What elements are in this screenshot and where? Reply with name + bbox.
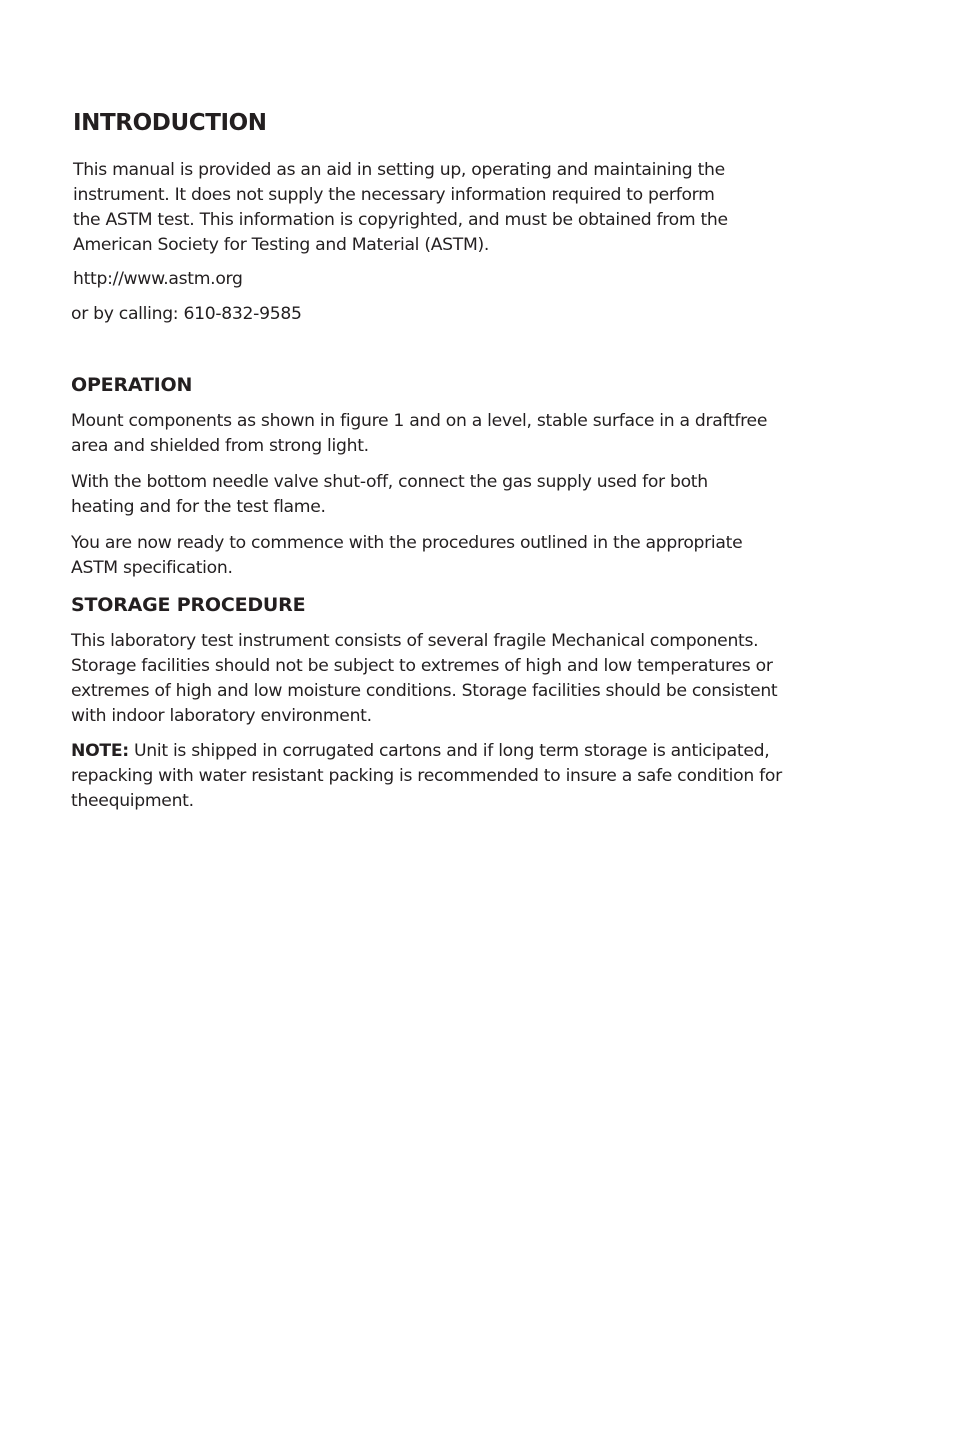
storage-note: [71, 739, 782, 814]
astm-url: http://www.astm.org: [73, 269, 243, 289]
paragraph-line: This laboratory test instrument consists of several fragile Mechanical components.: [71, 631, 759, 651]
note-label: NOTE:: [71, 741, 129, 761]
phone-line: or by calling: 610-832-9585: [71, 304, 302, 324]
paragraph-line: ASTM specification.: [71, 558, 233, 578]
storage-heading: STORAGE PROCEDURE: [71, 594, 306, 616]
note-first-line: [71, 739, 782, 764]
paragraph-line: extremes of high and low moisture conditions. Storage facilities should be consistent: [71, 681, 778, 701]
operation-heading: OPERATION: [71, 374, 193, 396]
paragraph-line: You are now ready to commence with the procedures outlined in the appropriate: [71, 533, 743, 553]
paragraph-line: heating and for the test flame.: [71, 497, 326, 517]
paragraph-line: theequipment.: [71, 791, 194, 811]
operation-paragraph-mount: [71, 409, 767, 459]
paragraph-line: area and shielded from strong light.: [71, 436, 369, 456]
paragraph-line: the ASTM test. This information is copyrighted, and must be obtained from the: [73, 210, 728, 230]
paragraph-line: Mount components as shown in figure 1 and on a level, stable surface in a draftfree: [71, 411, 768, 431]
paragraph-line: American Society for Testing and Material (ASTM).: [73, 235, 490, 255]
storage-paragraph: [71, 629, 777, 729]
introduction-paragraph: [73, 158, 728, 258]
paragraph-line: This manual is provided as an aid in setting up, operating and maintaining the: [73, 160, 725, 180]
note-text: Unit is shipped in corrugated cartons and if long term storage is anticipated,: [128, 741, 770, 761]
paragraph-line: with indoor laboratory environment.: [71, 706, 372, 726]
paragraph-line: repacking with water resistant packing is recommended to insure a safe condition for: [71, 766, 782, 786]
paragraph-line: Storage facilities should not be subject to extremes of high and low temperatures or: [71, 656, 773, 676]
operation-paragraph-gas: [71, 470, 708, 520]
introduction-heading: INTRODUCTION: [73, 110, 267, 136]
operation-paragraph-ready: [71, 531, 742, 581]
paragraph-line: instrument. It does not supply the necessary information required to perform: [73, 185, 715, 205]
paragraph-line: With the bottom needle valve shut-off, connect the gas supply used for both: [71, 472, 708, 492]
